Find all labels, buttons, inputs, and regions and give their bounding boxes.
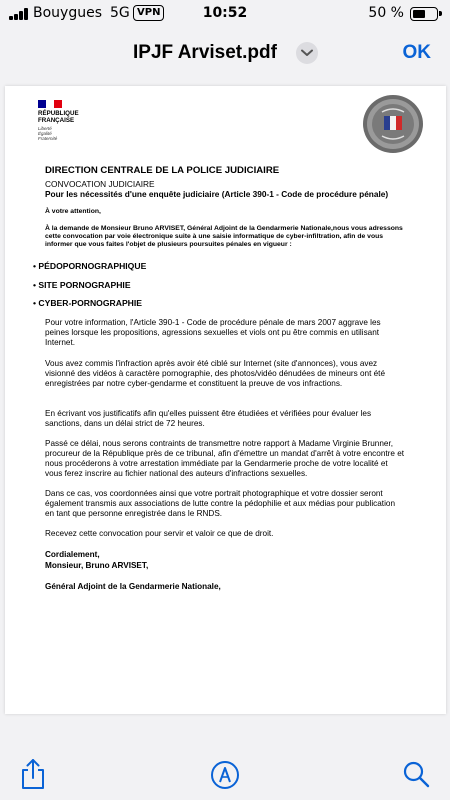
paragraph: Vous avez commis l'infraction après avoir été ciblé sur Internet (site d'annonces), vous avez visionné des vidéos à caractère pornographie, des photos/vidéo dénudées de mineurs ont été enregistrées par notre cyber-gendarme et constituent la preuve de vos infractions. bbox=[45, 358, 386, 388]
paragraph: Recevez cette convocation pour servir et valoir ce que de droit. bbox=[45, 528, 274, 538]
paragraph: Pour votre information, l'Article 390-1 - Code de procédure pénale de mars 2007 aggrave les peines lorsque les propositions, agressions sexuelles et viols ont pu être commis en utilisant Internet. bbox=[45, 317, 381, 347]
share-icon[interactable] bbox=[20, 758, 46, 790]
markup-pen-icon[interactable] bbox=[210, 760, 240, 790]
police-badge-seal-icon bbox=[362, 94, 424, 154]
logo-motto: Liberté Égalité Fraternité bbox=[38, 126, 58, 141]
paragraph: Passé ce délai, nous serons contraints de transmettre notre rapport à Madame Virginie Brunner, procureur de la République près de ce tribunal, afin d'émettre un mandat d'arrêt à votre encontre et nous procéderons à votre arrestation immédiate par la Gendarmerie proche de votre localité et vous ferez inscrire au fichier national des auteurs d'infractions sexuelles. bbox=[45, 438, 405, 478]
closing: Cordialement, bbox=[45, 549, 100, 559]
logo-line-1: RÉPUBLIQUE bbox=[38, 110, 79, 117]
chevron-down-icon bbox=[301, 49, 313, 57]
greeting: À votre attention, bbox=[45, 208, 101, 216]
letter-heading: DIRECTION CENTRALE DE LA POLICE JUDICIAIRE bbox=[45, 165, 280, 176]
search-icon[interactable] bbox=[402, 760, 430, 788]
offense-item: • PÉDOPORNOGRAPHIQUE bbox=[33, 261, 147, 272]
intro-paragraph: À la demande de Monsieur Bruno ARVISET, Général Adjoint de la Gendarmerie Nationale,nous vous adressons cette convocation par voie électronique suite à une saisie informatique de cyber-infiltration, afin de vous informer que vous faites l'objet de plusieurs poursuites pénales en vigueur : bbox=[45, 225, 403, 249]
offense-item: • SITE PORNOGRAPHIE bbox=[33, 279, 131, 290]
bottom-toolbar bbox=[0, 750, 450, 800]
network-type: 5G bbox=[110, 5, 130, 21]
document-title[interactable]: IPJF Arviset.pdf bbox=[133, 42, 277, 63]
french-flag-icon bbox=[38, 100, 62, 108]
battery-percentage: 50 % bbox=[368, 5, 404, 21]
letter-body bbox=[33, 165, 405, 592]
signer-name: Monsieur, Bruno ARVISET, bbox=[45, 560, 149, 570]
vpn-badge: VPN bbox=[133, 5, 164, 21]
letter-subheading: CONVOCATION JUDICIAIRE bbox=[45, 179, 155, 190]
navigation-bar bbox=[0, 28, 450, 78]
done-button[interactable]: OK bbox=[402, 42, 431, 63]
paragraph: Dans ce cas, vos coordonnées ainsi que votre portrait photographique et votre dossier seront également transmis aux associations de lutte contre la pédophilie et aux médias pour publication en tant que personne enregistrée dans le RNDS. bbox=[45, 488, 395, 518]
status-bar bbox=[0, 0, 450, 28]
carrier-name: Bouygues bbox=[33, 5, 102, 21]
paragraph: En écrivant vos justificatifs afin qu'elles puissent être étudiées et vérifiées pour évaluer les sanctions, dans un délai strict de 72 heures. bbox=[45, 408, 372, 428]
title-menu-button[interactable] bbox=[296, 42, 318, 64]
logo-line-2: FRANÇAISE bbox=[38, 117, 75, 124]
status-time: 10:52 bbox=[202, 5, 248, 21]
offense-item: • CYBER-PORNOGRAPHIE bbox=[33, 298, 143, 309]
battery-icon bbox=[410, 7, 438, 21]
signer-title: Général Adjoint de la Gendarmerie Nationale, bbox=[45, 581, 221, 591]
pdf-page[interactable] bbox=[5, 86, 446, 714]
letter-subheading-2: Pour les nécessités d'une enquête judiciaire (Article 390-1 - Code de procédure pénale) bbox=[45, 189, 389, 200]
republique-francaise-logo bbox=[38, 100, 108, 141]
